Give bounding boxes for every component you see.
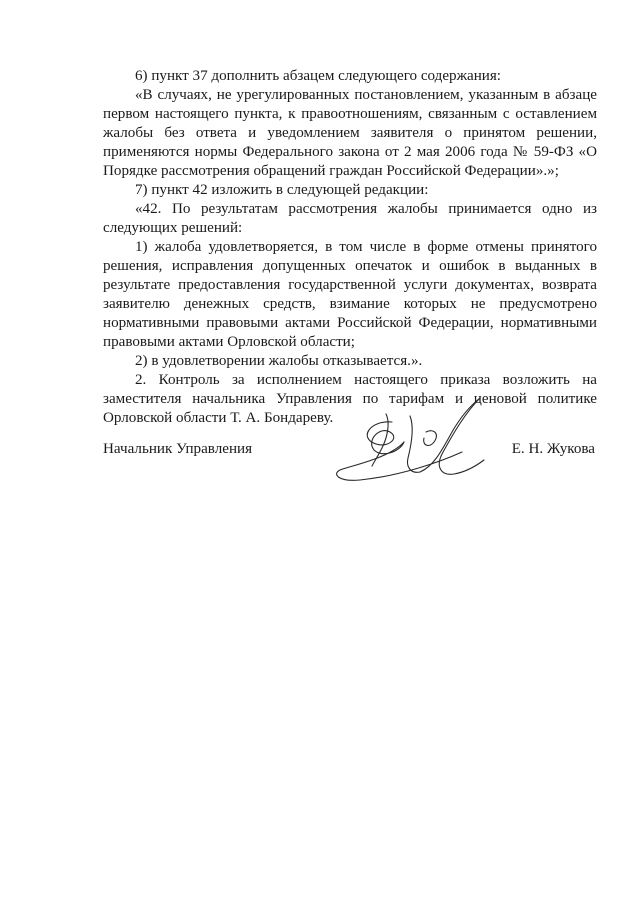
decision-option-2: 2) в удовлетворении жалобы отказывается.». [135, 353, 423, 369]
quoted-paragraph-item-37: «В случаях, не урегулированных постановлением, указанным в абзаце первом настоящего пункта, к правоотношениям, связанным с оставлением жалобы без ответа и уведомлением заявителя о принятом решении, применяются нормы Федерального закона от 2 мая 2006 года № 59-ФЗ «О Порядке рассмотрения обращений граждан Российской Федерации».»; [103, 87, 597, 179]
decision-option-1: 1) жалоба удовлетворяется, в том числе в форме отмены принятого решения, исправления допущенных опечаток и ошибок в выданных в результате предоставления государственной услуги документах, возврата заявителю денежных средств, взимание которых не предусмотрено нормативными правовыми актами Российской Федерации, нормативными правовыми актами Орловской области; [103, 239, 597, 350]
control-clause: 2. Контроль за исполнением настоящего приказа возложить на заместителя начальника Управления по тарифам и ценовой политике Орловской области Т. А. Бондареву. [103, 372, 597, 426]
handwritten-signature-icon [330, 392, 500, 492]
signer-title: Начальник Управления [103, 441, 253, 457]
signer-name: Е. Н. Жукова [511, 441, 595, 457]
document-body [103, 67, 597, 428]
quoted-paragraph-item-42: «42. По результатам рассмотрения жалобы принимается одно из следующих решений: [103, 201, 597, 236]
paragraph-item-6: 6) пункт 37 дополнить абзацем следующего содержания: [135, 68, 502, 84]
paragraph-item-7: 7) пункт 42 изложить в следующей редакции: [135, 182, 429, 198]
